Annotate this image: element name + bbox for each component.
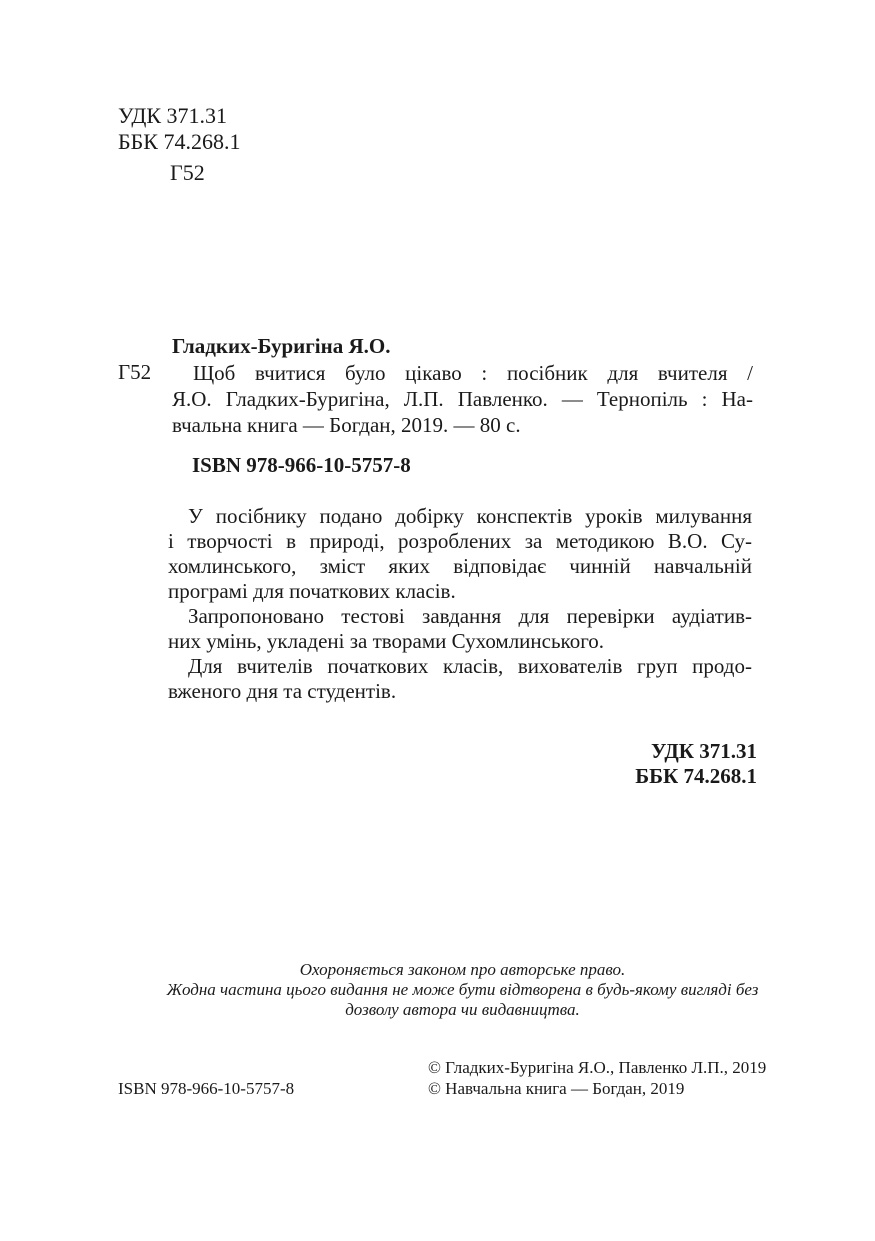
abstract-line-4: програмі для початкових класів. [168,579,456,603]
abstract-line-1: У посібнику подано добірку конспектів уроків милування [188,504,752,528]
catalog-description-line-3: вчальна книга — Богдан, 2019. — 80 с. [172,413,521,437]
catalog-description-line-1: Щоб вчитися було цікаво : посібник для вчителя / [193,361,753,385]
abstract-line-3: хомлинського, зміст яких відповідає чинній навчальній [168,554,752,578]
header-bbk: ББК 74.268.1 [118,129,241,154]
copyright-notice-line-2: Жодна частина цього видання не може бути відтворена в будь-якому вигляді без [166,980,759,999]
copyright-notice-line-3: дозволу автора чи видавництва. [345,1000,580,1019]
abstract-line-8: вженого дня та студентів. [168,679,397,703]
footer-copyright-publisher: © Навчальна книга — Богдан, 2019 [428,1079,685,1098]
abstract-line-2: і творчості в природі, розроблених за методикою В.О. Су- [168,529,752,553]
catalog-isbn: ISBN 978-966-10-5757-8 [192,453,411,477]
abstract-line-6: них умінь, укладені за творами Сухомлинського. [168,629,605,653]
catalog-description-line-2: Я.О. Гладких-Буригіна, Л.П. Павленко. — Тернопіль : На- [172,387,753,411]
catalog-mark: Г52 [118,360,152,384]
footer-isbn: ISBN 978-966-10-5757-8 [118,1079,295,1098]
abstract-line-5: Запропоновано тестові завдання для перевірки аудіатив- [188,604,752,628]
classification-bbk: ББК 74.268.1 [635,764,757,788]
header-author-mark: Г52 [170,160,205,185]
header-udk: УДК 371.31 [118,103,228,128]
abstract-line-7: Для вчителів початкових класів, вихователів груп продо- [188,654,752,678]
footer-copyright-authors: © Гладких-Буригіна Я.О., Павленко Л.П., 2019 [428,1058,767,1077]
catalog-author: Гладких-Буригіна Я.О. [172,334,391,358]
classification-udk: УДК 371.31 [651,739,757,763]
copyright-notice-line-1: Охороняється законом про авторське право. [299,960,626,979]
